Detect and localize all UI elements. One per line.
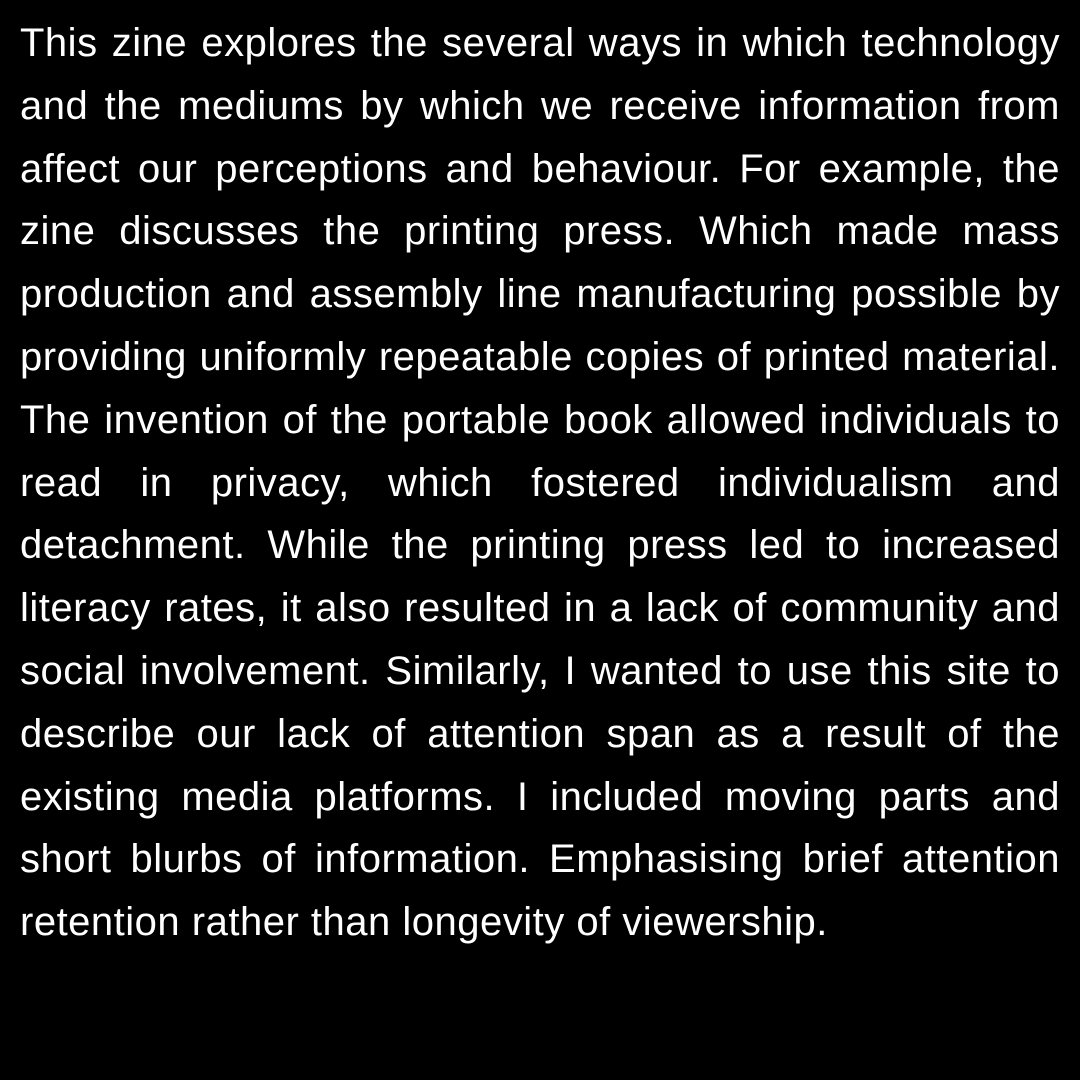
zine-description-paragraph: This zine explores the several ways in which technology and the mediums by which we receive information from affect our perceptions and behaviour. For example, the zine discusses the printing press. Which made mass production and assembly line manufacturing possible by providing uniformly repeatable copies of printed material. The invention of the portable book allowed individuals to read in privacy, which fostered individualism and detachment. While the printing press led to increased literacy rates, it also resulted in a lack of community and social involvement. Similarly, I wanted to use this site to describe our lack of attention span as a result of the existing media platforms. I included moving parts and short blurbs of information. Emphasising brief attention retention rather than longevity of viewership. bbox=[20, 21, 1060, 945]
